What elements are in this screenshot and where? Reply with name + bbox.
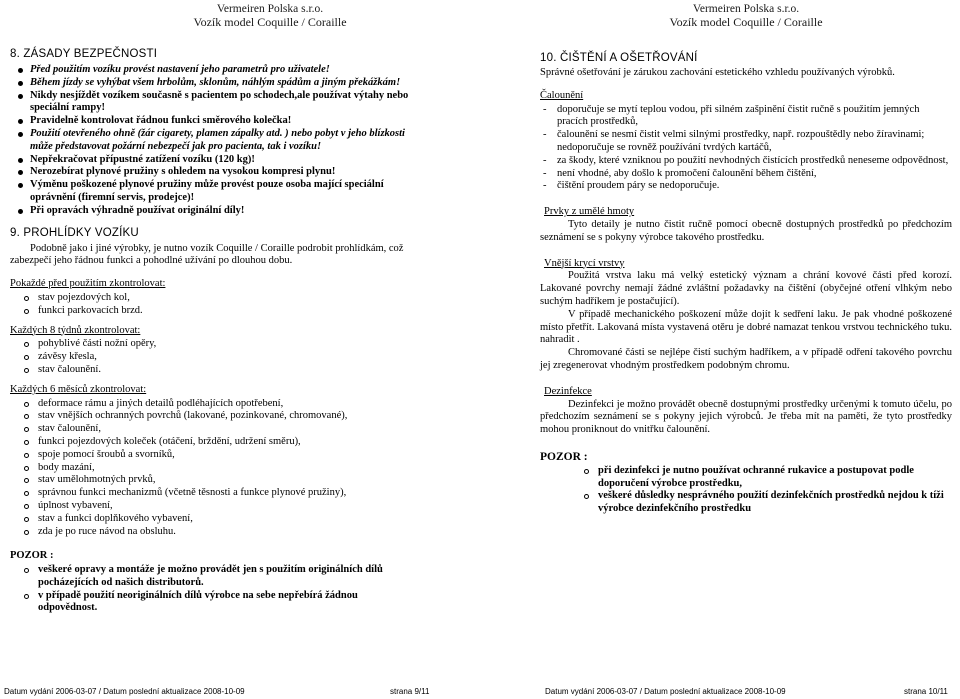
list-item: stav pojezdových kol, <box>10 292 530 305</box>
coatings-heading: Vnější krycí vrstvy <box>544 257 625 269</box>
before-use-list <box>10 292 530 318</box>
list-item: Pravidelně kontrolovat řádnou funkci směrového kolečka! <box>10 115 418 128</box>
list-item: - čištění proudem páry se nedoporučuje. <box>540 180 952 193</box>
warning-list <box>540 465 952 516</box>
list-item: stav umělohmotných prvků, <box>10 474 530 487</box>
list-item: Nepřekračovat přípustné zatížení vozíku (120 kg)! <box>10 154 418 167</box>
list-item: Nerozebírat plynové pružiny s ohledem na vysokou kompresi plynu! <box>10 166 418 179</box>
list-item: body mazání, <box>10 462 530 475</box>
upholstery-heading: Čalounění <box>540 89 584 101</box>
list-item: pohyblivé části nožní opěry, <box>10 338 530 351</box>
list-item: veškeré opravy a montáže je možno provádět jen s použitím originálních dílů pocházejících od našich distributorů. <box>10 564 390 590</box>
upholstery-list <box>540 104 952 194</box>
every-8-weeks-list <box>10 338 530 376</box>
left-page <box>10 0 530 615</box>
warning-label: POZOR : <box>540 450 588 463</box>
list-item: veškeré důsledky nesprávného použití dezinfekčních prostředků nejdou k tíži výrobce dezinfekčního prostředku <box>570 490 952 516</box>
right-footer-dates: Datum vydání 2006-03-07 / Datum poslední aktualizace 2008-10-09 <box>545 687 786 696</box>
coatings-text-3: Chromované části se nejlépe čistí suchým hadříkem, a v případě odření takového povrchu jej zregenerovat vhodným prostředkem podobným chromu. <box>540 347 952 371</box>
cleaning-intro: Správné ošetřování je zárukou zachování estetického vzhledu používaných výrobků. <box>540 67 895 78</box>
safety-list <box>10 64 418 218</box>
right-page <box>540 0 952 516</box>
list-item: Při opravách výhradně používat originální díly! <box>10 205 418 218</box>
every-6-months-heading: Každých 6 měsíců zkontrolovat: <box>10 383 147 395</box>
list-item: - není vhodné, aby došlo k promočení čalounění během čištění, <box>540 168 952 181</box>
list-item: funkci pojezdových koleček (otáčení, brždění, udržení směru), <box>10 436 530 449</box>
company-name: Vermeiren Polska s.r.o. <box>216 3 324 15</box>
list-item: úplnost vybavení, <box>10 500 530 513</box>
disinfection-heading: Dezinfekce <box>544 385 592 397</box>
before-use-heading: Pokaždé před použitím zkontrolovat: <box>10 278 166 290</box>
list-item: funkci parkovacích brzd. <box>10 305 530 318</box>
list-item: Nikdy nesjíždět vozíkem současně s pacientem po schodech,ale používat výtahy nebo speciální rampy! <box>10 90 418 116</box>
list-item: Před použitím vozíku provést nastavení jeho parametrů pro uživatele! <box>10 64 418 77</box>
list-item: Výměnu poškozené plynové pružiny může provést pouze osoba mající speciální oprávnění (firemní servis, prodejce)! <box>10 179 418 205</box>
list-item: stav čalounění. <box>10 364 530 377</box>
right-footer-page: strana 10/11 <box>904 687 948 696</box>
list-item: stav a funkci doplňkového vybavení, <box>10 513 530 526</box>
company-name: Vermeiren Polska s.r.o. <box>692 3 800 15</box>
section-title-cleaning: 10. ČIŠTĚNÍ A OŠETŘOVÁNÍ <box>540 52 698 64</box>
section-title-safety: 8. ZÁSADY BEZPEČNOSTI <box>10 48 158 60</box>
list-item: deformace rámu a jiných detailů podléhajících opotřebení, <box>10 398 530 411</box>
list-item: správnou funkci mechanizmů (včetně těsnosti a funkce plynové pružiny), <box>10 487 530 500</box>
section-title-inspection: 9. PROHLÍDKY VOZÍKU <box>10 226 139 239</box>
every-6-months-list <box>10 398 530 539</box>
inspection-intro: Podobně jako i jiné výrobky, je nutno vozík Coquille / Coraille podrobit prohlídkám, což zabezpečí jeho řádnou funkci a pohodlné užívání po dlouhou dobu. <box>10 242 404 267</box>
list-item: stav vnějších ochranných povrchů (lakované, pozinkované, chromované), <box>10 410 530 423</box>
list-item: zda je po ruce návod na obsluhu. <box>10 526 530 539</box>
coatings-text-1: Použitá vrstva laku má velký estetický význam a chrání kovové části před korozí. Lakované povrchy nemají žádné zvláštní požadavky na čištění (obyčejné otření vlhkým nebo suchým hadříkem je postačující). <box>540 270 952 307</box>
model-name: Vozík model Coquille / Coraille <box>669 15 823 29</box>
list-item: - za škody, které vzniknou po použití nevhodných čistících prostředků neneseme odpovědnost, <box>540 155 952 168</box>
page-header <box>10 3 530 29</box>
list-item: při dezinfekci je nutno používat ochranné rukavice a postupovat podle doporučení výrobce prostředku, <box>570 465 952 491</box>
plastic-heading: Prvky z umělé hmoty <box>544 206 635 218</box>
plastic-text: Tyto detaily je nutno čistit ručně pomocí obecně dostupných prostředků po předchozím seznámení se s pokyny výrobce takového prostředku. <box>540 218 952 243</box>
list-item: v případě použití neoriginálních dílů výrobce na sebe nepřebírá žádnou odpovědnost. <box>10 590 390 616</box>
page-header <box>540 3 952 29</box>
list-item: spoje pomocí šroubů a svorníků, <box>10 449 530 462</box>
list-item: - čalounění se nesmí čistit velmi silnými prostředky, např. rozpouštědly nebo žíravinami; nedoporučuje se rovněž používání tvrdých kartáčů, <box>540 129 952 155</box>
list-item: závěsy křesla, <box>10 351 530 364</box>
list-item: Použití otevřeného ohně (žár cigarety, plamen zápalky atd. ) nebo pobyt v jeho blízkosti může představovat požární nebezpečí jak pro pacienta, tak i vozíku! <box>10 128 418 154</box>
list-item: Během jízdy se vyhýbat všem hrbolům, sklonům, náhlým spádům a jiným překážkám! <box>10 77 418 90</box>
list-item: - doporučuje se mytí teplou vodou, při silném zašpinění čistit ručně s použitím jemných pracích prostředků, <box>540 104 952 130</box>
warning-label: POZOR : <box>10 550 54 562</box>
list-item: stav čalounění, <box>10 423 530 436</box>
every-8-weeks-heading: Každých 8 týdnů zkontrolovat: <box>10 324 141 336</box>
warning-list <box>10 564 390 615</box>
left-footer-page: strana 9/11 <box>390 687 430 696</box>
disinfection-text: Dezinfekci je možno provádět obecně dostupnými prostředky určenými k tomuto účelu, po předchozím seznámení se s pokyny jejich výrobců. Je třeba mít na paměti, že tyto prostředky mohou proniknout do vnitřku čalounění. <box>540 398 952 436</box>
model-name: Vozík model Coquille / Coraille <box>193 15 347 29</box>
left-footer-dates: Datum vydání 2006-03-07 / Datum poslední aktualizace 2008-10-09 <box>4 687 245 696</box>
coatings-text-2: V případě mechanického poškození může dojít k sedření laku. Je pak vhodné poškozené místo přetřít. Lakovaná místa vystavená otěru je dobré namazat tenkou vrstvou technického tuku. nahradit . <box>540 308 952 346</box>
